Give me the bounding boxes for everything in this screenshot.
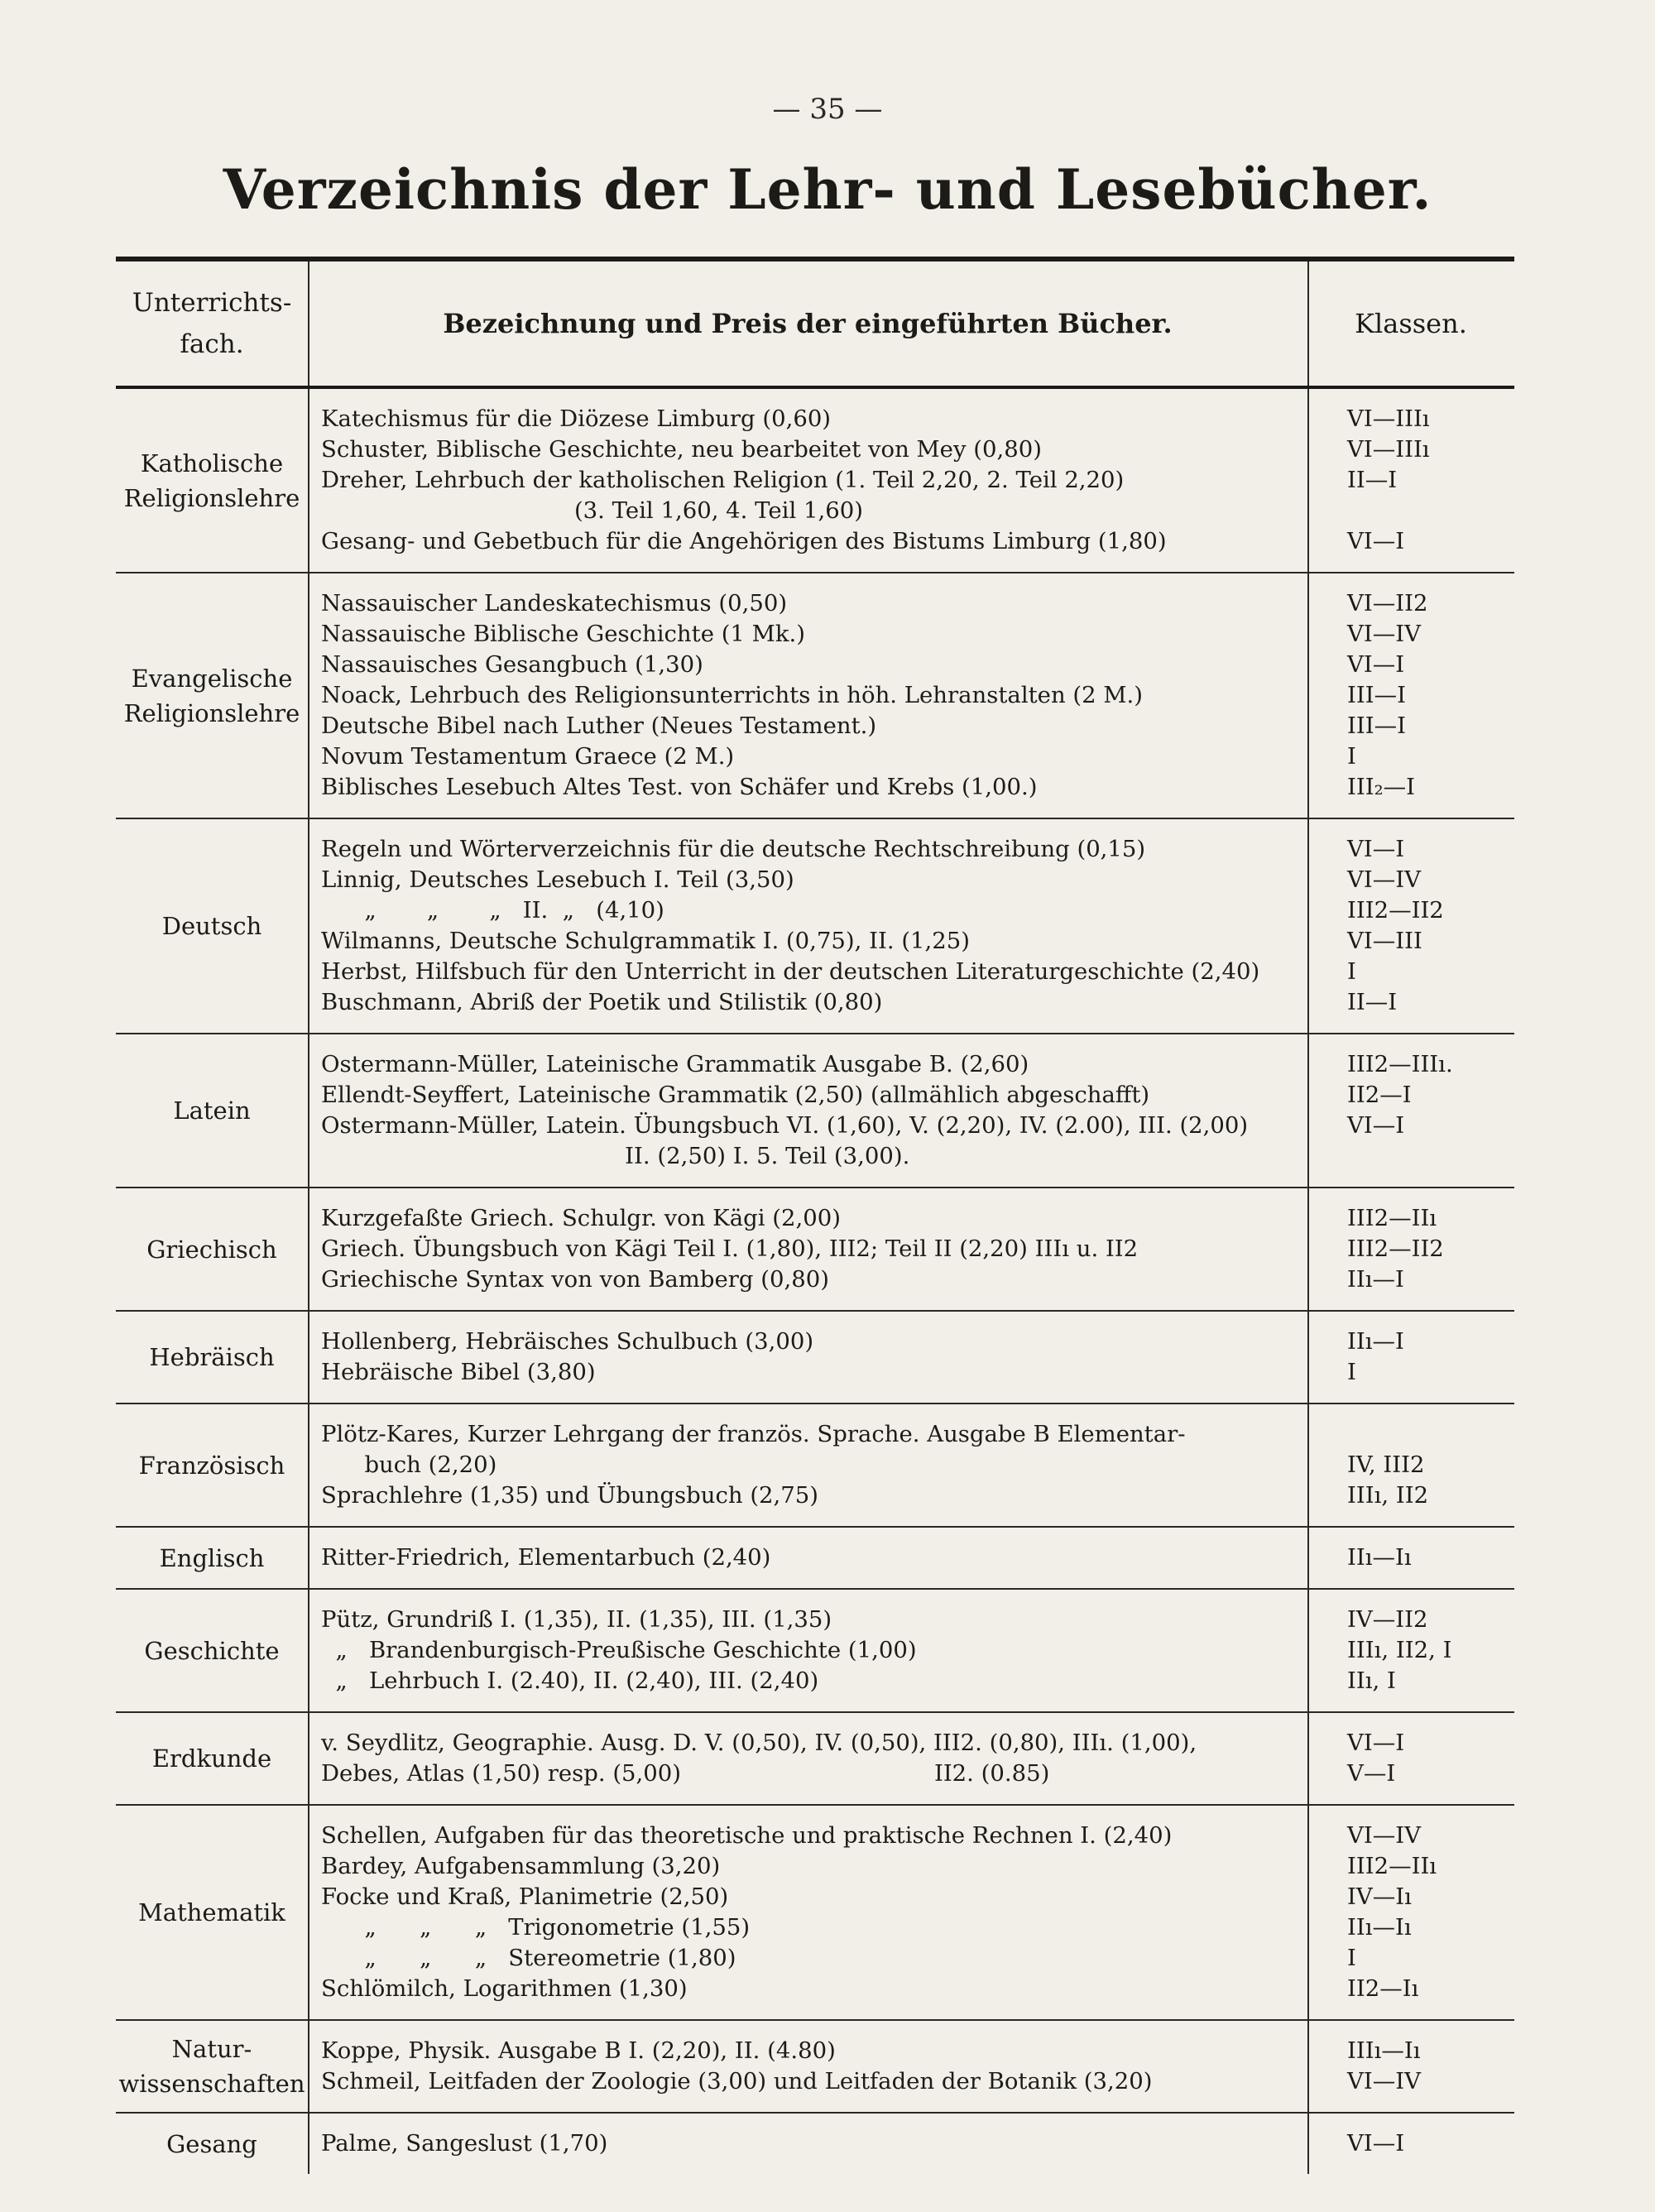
- page-number: — 35 —: [772, 93, 883, 126]
- class-range: VI—I: [1347, 2130, 1405, 2157]
- class-range: III2—II2: [1347, 1236, 1444, 1262]
- column-divider: [1307, 819, 1309, 1033]
- column-divider: [1307, 1312, 1309, 1403]
- book-entry: Ritter-Friedrich, Elementarbuch (2,40): [321, 1544, 771, 1571]
- class-range: I: [1347, 958, 1356, 985]
- column-divider: [308, 1034, 309, 1187]
- book-entry: „ „ „ Trigonometrie (1,55): [321, 1914, 751, 1941]
- class-range: III₂—I: [1347, 774, 1415, 800]
- class-range: IIIı, II2, I: [1347, 1637, 1452, 1663]
- table-row: [116, 1034, 1514, 1188]
- books-cell: [321, 1728, 1302, 1789]
- books-cell: [321, 834, 1302, 1018]
- book-entry: Regeln und Wörterverzeichnis für die deutsche Rechtschreibung (0,15): [321, 836, 1146, 862]
- class-range: I: [1347, 1945, 1356, 1971]
- subject-cell: [116, 1806, 308, 2019]
- subject-cell: [116, 2021, 308, 2112]
- class-range: [1347, 496, 1513, 526]
- class-range: VI—III: [1347, 928, 1422, 954]
- book-entry: Nassauische Biblische Geschichte (1 Mk.): [321, 621, 805, 647]
- book-entry: Nassauisches Gesangbuch (1,30): [321, 651, 703, 678]
- column-divider: [1307, 2021, 1309, 2112]
- subject-cell: [116, 573, 308, 818]
- subject-cell: [116, 1034, 308, 1187]
- class-range: IIı—I: [1347, 1266, 1404, 1293]
- book-entry: v. Seydlitz, Geographie. Ausg. D. V. (0,50), IV. (0,50), III2. (0,80), IIIı. (1,00),: [321, 1730, 1197, 1756]
- book-entry: Griech. Übungsbuch von Kägi Teil I. (1,80), III2; Teil II (2,20) IIIı u. II2: [321, 1236, 1139, 1262]
- table-row: [116, 1404, 1514, 1528]
- book-entry: Herbst, Hilfsbuch für den Unterricht in der deutschen Literaturgeschichte (2,40): [321, 958, 1260, 985]
- subject-cell: [116, 1590, 308, 1711]
- class-range: IV—II2: [1347, 1606, 1428, 1633]
- column-divider: [308, 2114, 309, 2174]
- table-row: [116, 573, 1514, 819]
- book-entry: Noack, Lehrbuch des Religionsunterrichts in höh. Lehranstalten (2 M.): [321, 682, 1143, 708]
- page-title: Verzeichnis der Lehr- und Lesebücher.: [223, 157, 1432, 222]
- table-row: [116, 819, 1514, 1034]
- book-entry: Hebräische Bibel (3,80): [321, 1359, 596, 1385]
- class-range: VI—IV: [1347, 866, 1421, 893]
- column-divider: [1307, 1806, 1309, 2019]
- book-entry: Linnig, Deutsches Lesebuch I. Teil (3,50): [321, 866, 794, 893]
- book-entry: „ „ „ Stereometrie (1,80): [321, 1945, 736, 1971]
- column-divider: [308, 1528, 309, 1588]
- header-classes: Klassen.: [1355, 308, 1467, 339]
- class-range: II—I: [1347, 989, 1398, 1015]
- books-cell: [321, 1543, 1302, 1573]
- class-range: III—I: [1347, 713, 1406, 739]
- table-row: [116, 1188, 1514, 1312]
- column-divider: [308, 1590, 309, 1711]
- column-divider: [1307, 389, 1309, 572]
- book-entry: (3. Teil 1,60, 4. Teil 1,60): [321, 497, 863, 524]
- class-range: VI—IIIı: [1347, 436, 1430, 463]
- table-body: [116, 389, 1514, 2174]
- classes-cell: [1347, 1203, 1513, 1295]
- column-divider: [1307, 1034, 1309, 1187]
- book-entry: Sprachlehre (1,35) und Übungsbuch (2,75): [321, 1482, 819, 1509]
- classes-cell: [1347, 1419, 1513, 1511]
- class-range: III2—IIı: [1347, 1853, 1437, 1879]
- book-entry: Pütz, Grundriß I. (1,35), II. (1,35), III. (1,35): [321, 1606, 832, 1633]
- subject-name: Geschichte: [144, 1636, 280, 1665]
- class-range: III2—II2: [1347, 897, 1444, 924]
- book-entry: Bardey, Aufgabensammlung (3,20): [321, 1853, 721, 1879]
- header-subject: [116, 262, 308, 386]
- class-range: I: [1347, 743, 1356, 770]
- subject-name: Deutsch: [161, 912, 262, 940]
- classes-cell: [1347, 1728, 1513, 1789]
- books-cell: [321, 1419, 1302, 1511]
- book-entry: Debes, Atlas (1,50) resp. (5,00) II2. (0.85): [321, 1760, 1050, 1787]
- subject-name: Religionslehre: [123, 483, 300, 512]
- subject-cell: [116, 2114, 308, 2174]
- class-range: II2—I: [1347, 1082, 1412, 1108]
- class-range: IIı, I: [1347, 1667, 1396, 1694]
- subject-cell: [116, 1312, 308, 1403]
- subject-name: Religionslehre: [123, 698, 300, 727]
- book-entry: „ Brandenburgisch-Preußische Geschichte (1,00): [321, 1637, 917, 1663]
- book-entry: II. (2,50) I. 5. Teil (3,00).: [321, 1143, 910, 1169]
- column-divider: [308, 1188, 309, 1310]
- column-divider: [308, 573, 309, 818]
- book-entry: Katechismus für die Diözese Limburg (0,60): [321, 405, 832, 432]
- class-range: IV, III2: [1347, 1451, 1425, 1478]
- textbook-table: [116, 257, 1514, 2174]
- column-divider: [1307, 1713, 1309, 1804]
- table-row: [116, 1806, 1514, 2021]
- class-range: III2—IIı: [1347, 1205, 1437, 1231]
- class-range: VI—I: [1347, 836, 1405, 862]
- column-divider: [308, 262, 309, 386]
- book-entry: Novum Testamentum Graece (2 M.): [321, 743, 735, 770]
- subject-name: Gesang: [166, 2129, 257, 2158]
- book-entry: Koppe, Physik. Ausgabe B I. (2,20), II. (4.80): [321, 2037, 836, 2064]
- subject-cell: [116, 1713, 308, 1804]
- subject-name: Hebräisch: [149, 1343, 275, 1371]
- table-row: [116, 1528, 1514, 1590]
- table-row: [116, 1713, 1514, 1806]
- table-row: [116, 389, 1514, 573]
- book-entry: Gesang- und Gebetbuch für die Angehörigen des Bistums Limburg (1,80): [321, 528, 1167, 554]
- table-row: [116, 1590, 1514, 1713]
- header-books: Bezeichnung und Preis der eingeführten Bücher.: [443, 308, 1173, 339]
- class-range: VI—I: [1347, 528, 1405, 554]
- column-divider: [1307, 1528, 1309, 1588]
- subject-cell: [116, 1188, 308, 1310]
- subject-cell: [116, 1404, 308, 1526]
- classes-cell: [1347, 834, 1513, 1018]
- class-range: VI—IV: [1347, 2068, 1421, 2094]
- class-range: IIı—I: [1347, 1328, 1404, 1355]
- subject-name: Natur-: [171, 2035, 252, 2063]
- class-range: [1347, 1141, 1513, 1172]
- book-entry: Hollenberg, Hebräisches Schulbuch (3,00): [321, 1328, 814, 1355]
- subject-name: Mathematik: [138, 1898, 285, 1927]
- book-entry: Ostermann-Müller, Lateinische Grammatik Ausgabe B. (2,60): [321, 1051, 1029, 1077]
- subject-name: wissenschaften: [118, 2070, 305, 2098]
- class-range: IIIı—Iı: [1347, 2037, 1421, 2064]
- book-entry: Deutsche Bibel nach Luther (Neues Testament.): [321, 713, 877, 739]
- class-range: [1347, 1419, 1513, 1450]
- book-entry: Schmeil, Leitfaden der Zoologie (3,00) und Leitfaden der Botanik (3,20): [321, 2068, 1153, 2094]
- column-divider: [308, 819, 309, 1033]
- class-range: IV—Iı: [1347, 1883, 1412, 1910]
- table-row: [116, 2114, 1514, 2174]
- column-divider: [308, 1404, 309, 1526]
- subject-name: Latein: [173, 1096, 251, 1125]
- book-entry: Schlömilch, Logarithmen (1,30): [321, 1975, 688, 2002]
- table-header-row: [116, 262, 1514, 389]
- class-range: III2—IIIı.: [1347, 1051, 1453, 1077]
- class-range: I: [1347, 1359, 1356, 1385]
- books-cell: [321, 2128, 1302, 2159]
- class-range: II—I: [1347, 467, 1398, 493]
- classes-cell: [1347, 1821, 1513, 2004]
- book-entry: buch (2,20): [321, 1451, 497, 1478]
- book-entry: Ostermann-Müller, Latein. Übungsbuch VI. (1,60), V. (2,20), IV. (2.00), III. (2,00): [321, 1112, 1249, 1139]
- subject-name: Griechisch: [146, 1235, 277, 1264]
- subject-name: Erdkunde: [151, 1744, 272, 1773]
- book-entry: „ „ „ II. „ (4,10): [321, 897, 664, 924]
- table-row: [116, 2021, 1514, 2114]
- subject-name: Katholische: [140, 449, 284, 477]
- column-divider: [1307, 2114, 1309, 2174]
- book-entry: Buschmann, Abriß der Poetik und Stilistik (0,80): [321, 989, 883, 1015]
- class-range: VI—I: [1347, 651, 1405, 678]
- book-entry: Dreher, Lehrbuch der katholischen Religion (1. Teil 2,20, 2. Teil 2,20): [321, 467, 1125, 493]
- column-divider: [1307, 1404, 1309, 1526]
- books-cell: [321, 588, 1302, 803]
- class-range: VI—I: [1347, 1112, 1405, 1139]
- book-entry: Ellendt-Seyffert, Lateinische Grammatik (2,50) (allmählich abgeschafft): [321, 1082, 1150, 1108]
- books-cell: [321, 1203, 1302, 1295]
- subject-name: Englisch: [159, 1543, 265, 1572]
- class-range: III—I: [1347, 682, 1406, 708]
- books-cell: [321, 1327, 1302, 1388]
- book-entry: Palme, Sangeslust (1,70): [321, 2130, 608, 2157]
- books-cell: [321, 2036, 1302, 2097]
- header-subject-line2: fach.: [180, 329, 244, 359]
- book-entry: Kurzgefaßte Griech. Schulgr. von Kägi (2,00): [321, 1205, 841, 1231]
- class-range: VI—IV: [1347, 621, 1421, 647]
- book-entry: Schellen, Aufgaben für das theoretische und praktische Rechnen I. (2,40): [321, 1822, 1173, 1849]
- class-range: VI—I: [1347, 1730, 1405, 1756]
- book-entry: Nassauischer Landeskatechismus (0,50): [321, 590, 788, 617]
- book-entry: Griechische Syntax von von Bamberg (0,80): [321, 1266, 829, 1293]
- subject-name: Evangelische: [131, 664, 293, 693]
- classes-cell: [1347, 588, 1513, 803]
- book-entry: Plötz-Kares, Kurzer Lehrgang der französ. Sprache. Ausgabe B Elementar-: [321, 1421, 1186, 1447]
- table-row: [116, 1312, 1514, 1404]
- classes-cell: [1347, 1605, 1513, 1696]
- subject-cell: [116, 1528, 308, 1588]
- book-entry: Schuster, Biblische Geschichte, neu bearbeitet von Mey (0,80): [321, 436, 1042, 463]
- class-range: VI—IIIı: [1347, 405, 1430, 432]
- book-entry: Wilmanns, Deutsche Schulgrammatik I. (0,75), II. (1,25): [321, 928, 971, 954]
- class-range: IIı—Iı: [1347, 1914, 1412, 1941]
- books-cell: [321, 1605, 1302, 1696]
- books-cell: [321, 1049, 1302, 1172]
- book-entry: Biblisches Lesebuch Altes Test. von Schäfer und Krebs (1,00.): [321, 774, 1038, 800]
- column-divider: [1307, 1188, 1309, 1310]
- classes-cell: [1347, 1543, 1513, 1573]
- class-range: IIı—Iı: [1347, 1544, 1412, 1571]
- class-range: V—I: [1347, 1760, 1396, 1787]
- column-divider: [308, 1312, 309, 1403]
- classes-cell: [1347, 2128, 1513, 2159]
- subject-name: Französisch: [138, 1451, 285, 1480]
- column-divider: [1307, 1590, 1309, 1711]
- class-range: VI—IV: [1347, 1822, 1421, 1849]
- classes-cell: [1347, 2036, 1513, 2097]
- column-divider: [308, 389, 309, 572]
- class-range: IIIı, II2: [1347, 1482, 1429, 1509]
- subject-cell: [116, 819, 308, 1033]
- column-divider: [308, 2021, 309, 2112]
- classes-cell: [1347, 1327, 1513, 1388]
- header-subject-line1: Unterrichts-: [132, 288, 292, 318]
- class-range: II2—Iı: [1347, 1975, 1419, 2002]
- column-divider: [1307, 262, 1309, 386]
- classes-cell: [1347, 404, 1513, 557]
- column-divider: [1307, 573, 1309, 818]
- book-entry: „ Lehrbuch I. (2.40), II. (2,40), III. (2,40): [321, 1667, 819, 1694]
- books-cell: [321, 1821, 1302, 2004]
- subject-cell: [116, 389, 308, 572]
- book-entry: Focke und Kraß, Planimetrie (2,50): [321, 1883, 729, 1910]
- class-range: VI—II2: [1347, 590, 1428, 617]
- column-divider: [308, 1806, 309, 2019]
- column-divider: [308, 1713, 309, 1804]
- classes-cell: [1347, 1049, 1513, 1172]
- books-cell: [321, 404, 1302, 557]
